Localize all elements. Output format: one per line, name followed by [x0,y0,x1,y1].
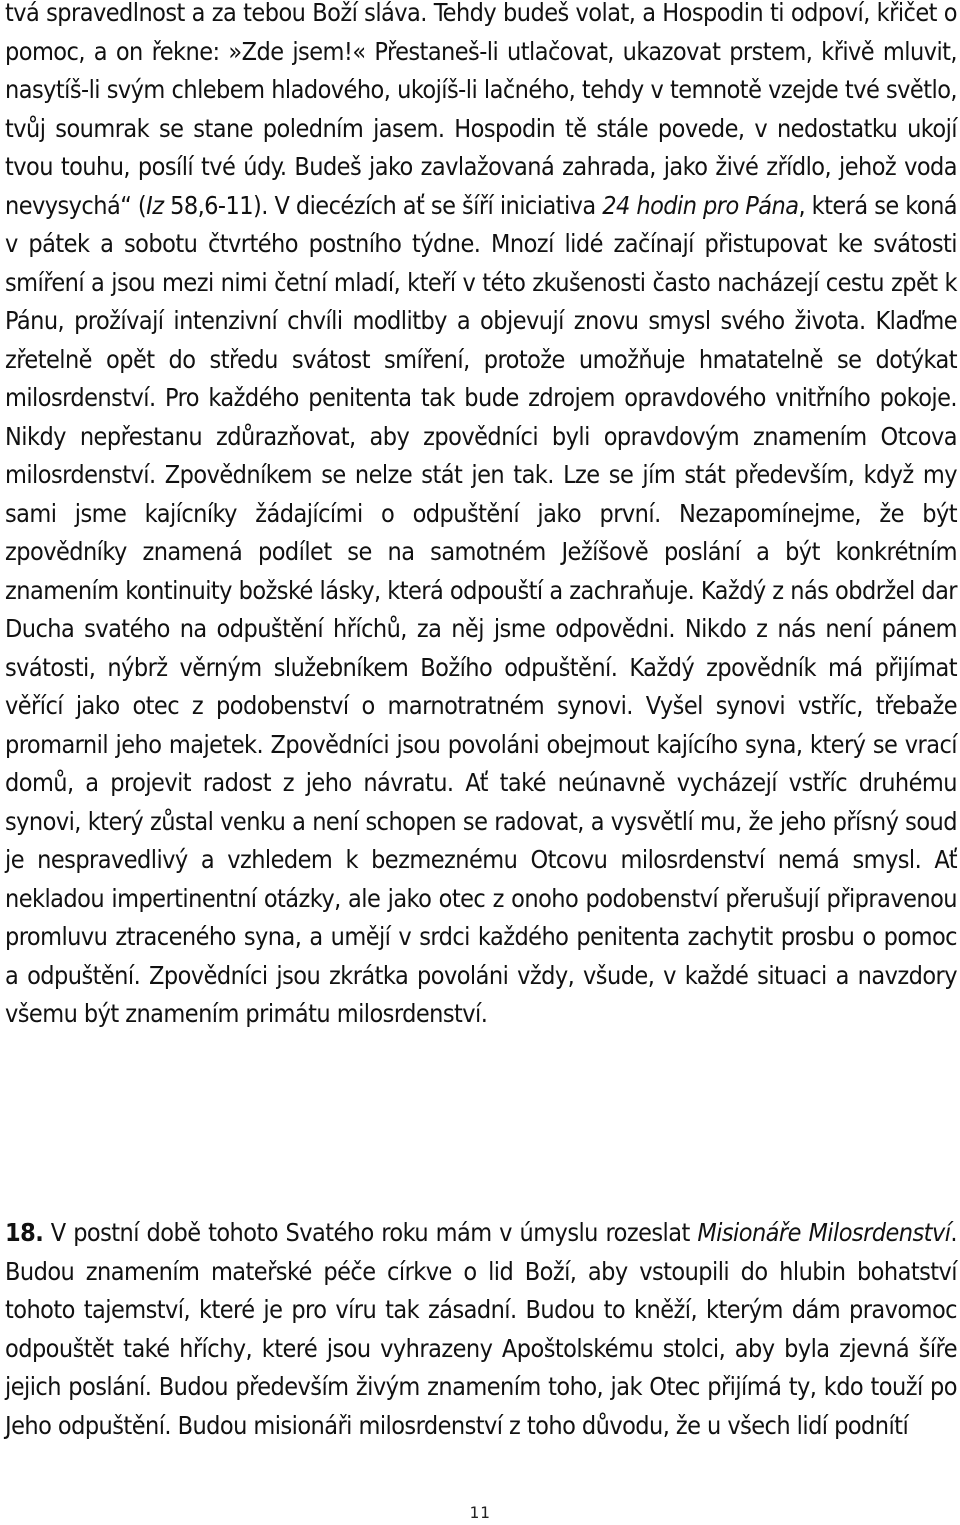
page-number: 11 [469,1503,491,1522]
numbered-paragraph [5,1214,957,1445]
initiative-name: 24 hodin pro Pána [602,190,799,220]
bible-reference: Iz [146,190,164,220]
paragraph-text: tvá spravedlnost a za tebou Boží sláva. Tehdy budeš volat, a Hospodin ti odpoví, křičet o pomoc, a on řekne: »Zde jsem!« Přestaneš-li utlačovat, ukazovat prstem, křivě mluvit, nasytíš-li svým chlebem hladového, ukojíš-li lačného, tehdy v temnotě vzejde tvé světlo, tvůj soumrak se stane poledním jasem. Hospodin tě stále povede, v nedostatku ukojí tvou touhu, posílí tvé údy. Budeš jako zavlažovaná zahrada, jako živé zřídlo, jehož voda nevysychá“ ( [5,0,957,220]
paragraph-text: 58,6-11). V diecézích ať se šíří iniciativa [163,190,603,220]
missionaries-term: Misionáře Milosrdenství [697,1218,951,1247]
paragraph-number: 18. [5,1218,44,1247]
paragraph-text: V postní době tohoto Svatého roku mám v úmyslu rozeslat [43,1218,698,1247]
document-page [5,0,957,1525]
paragraph-text: , která se koná v pátek a sobotu čtvrtého postního týdne. Mnozí lidé začínají přistupovat ke svátosti smíření a jsou mezi nimi četní mladí, kteří v této zkušenosti často nacházejí cestu zpět k Pánu, prožívají intenzivní chvíli modlitby a objevují znovu smysl svého života. Klaďme zřetelně opět do středu svátost smíření, protože umožňuje hmatatelně se dotýkat milosrdenství. Pro každého penitenta tak bude zdrojem opravdového vnitřního pokoje. Nikdy nepřestanu zdůrazňovat, aby zpovědníci byli opravdovým znamením Otcova milosrdenství. Zpovědníkem se nelze stát jen tak. Lze se jím stát především, když my sami jsme kajícníky žádajícími o odpuštění jako první. Nezapomínejme, že být zpovědníky znamená podílet se na samotném Ježíšově poslání a být konkrétním znamením kontinuity božské lásky, která odpouští a zachraňuje. Každý z nás obdržel dar Ducha svatého na odpuštění hříchů, za něj jsme odpovědni. Nikdo z nás není pánem svátosti, nýbrž věrným služebníkem Božího odpuštění. Každý zpovědník má přijímat věřící jako otec z podobenství o marnotratném synovi. Vyšel synovi vstříc, třebaže promarnil jeho majetek. Zpovědníci jsou povoláni obejmout kajícího syna, který se vrací domů, a projevit radost z jeho návratu. Ať také neúnavně vycházejí vstříc druhému synovi, který zůstal venku a není schopen se radovat, a vysvětlí mu, že jeho přísný soud je nespravedlivý a vzhledem k bezmeznému Otcovu milosrdenství nemá smysl. Ať nekladou impertinentní otázky, ale jako otec z onoho podobenství přerušují připravenou promluvu ztraceného syna, a umějí v srdci každého penitenta zachytit prosbu o pomoc a odpuštění. Zpovědníci jsou zkrátka povoláni vždy, všude, v každé situaci a navzdory všemu být znamením primátu milosrdenství. [5,190,958,1028]
paragraph-text: . Budou znamením mateřské péče církve o lid Boží, aby vstoupili do hlubin bohatství tohoto tajemství, které je pro víru tak zásadní. Budou to kněží, kterým dám pravomoc odpouštět také hříchy, které jsou vyhrazeny Apoštolskému stolci, aby byla zjevná šíře jejich poslání. Budou především živým znamením toho, jak Otec přijímá ty, kdo touží po Jeho odpuštění. Budou misionáři milosrdenství z toho důvodu, že u všech lidí podnítí [5,1218,957,1440]
body-paragraph [5,0,957,1034]
